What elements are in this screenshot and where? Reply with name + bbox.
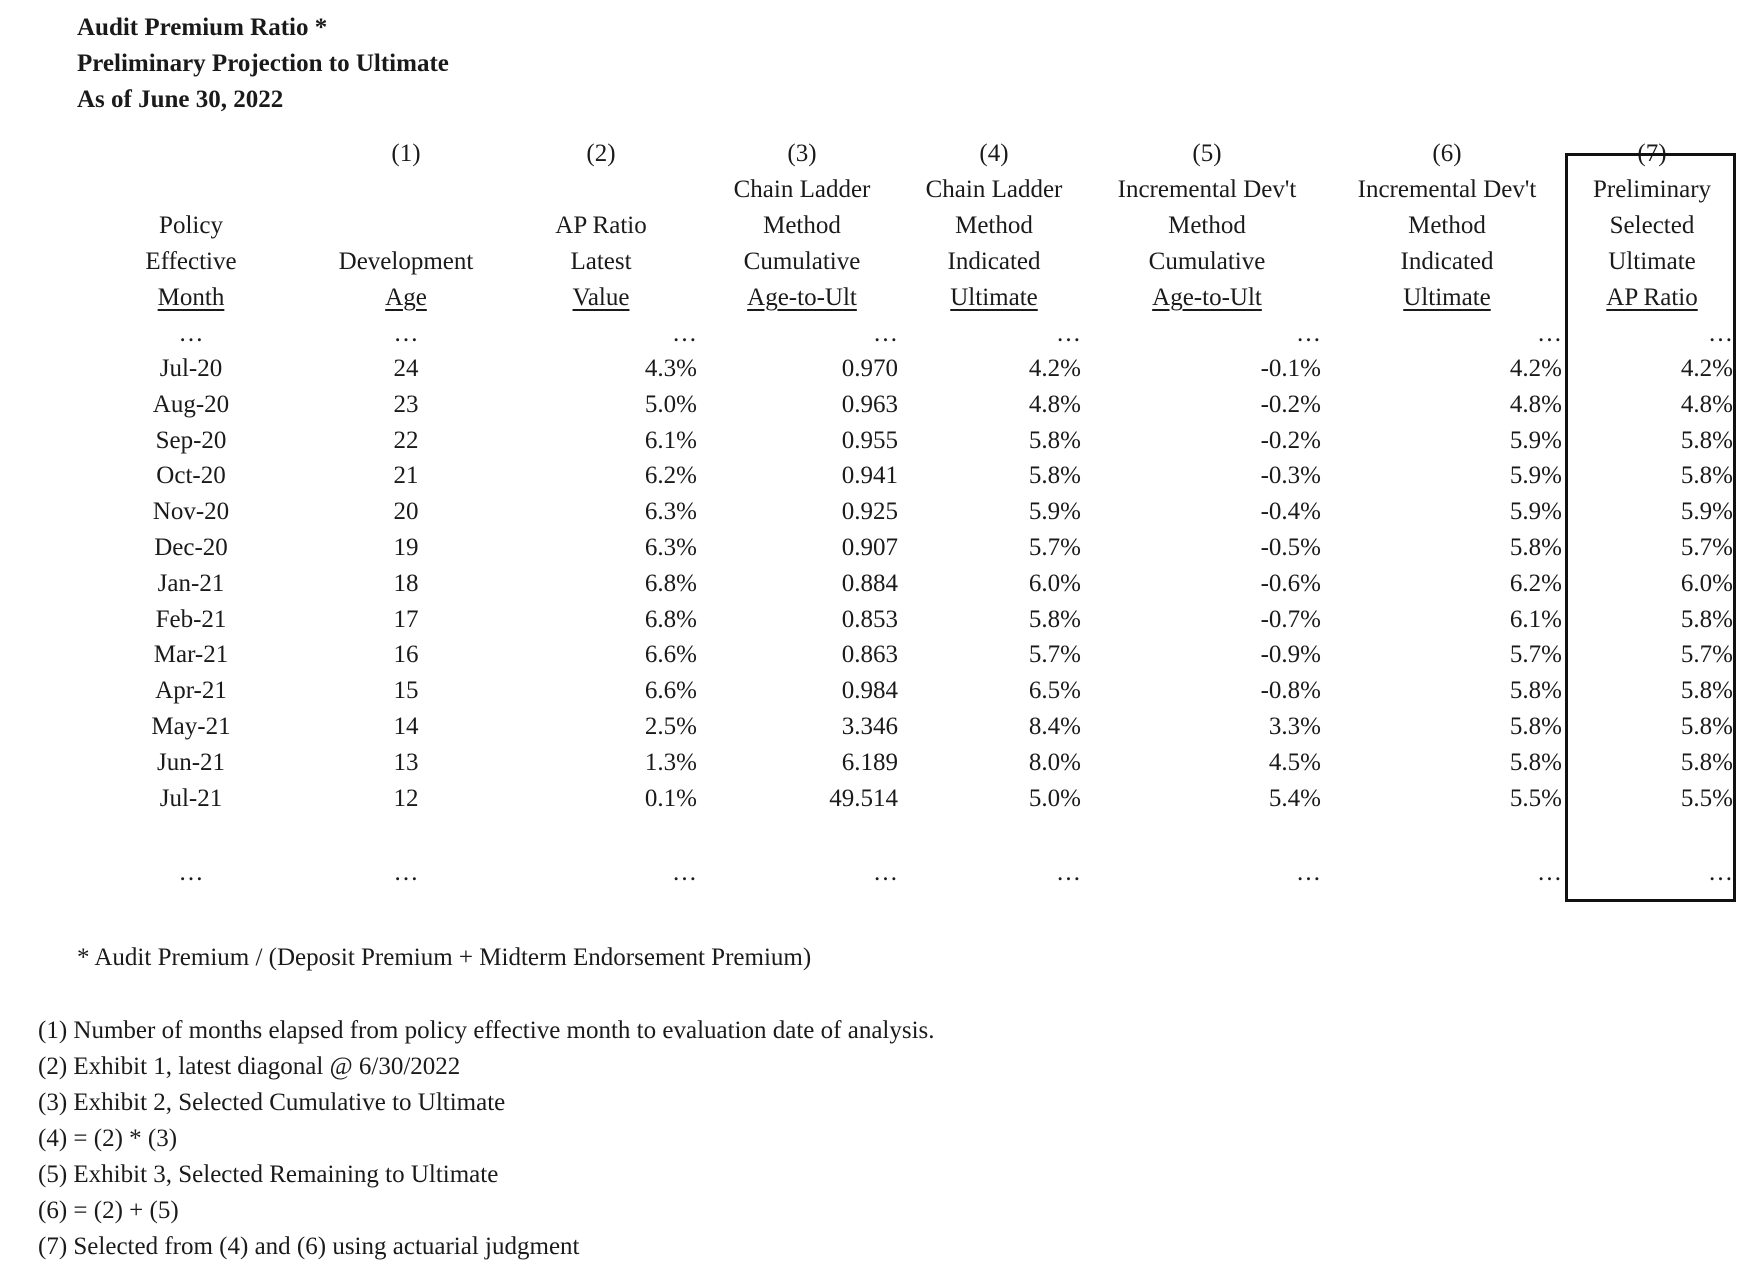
table-cell-r1-c5: -0.2% [1260, 390, 1321, 418]
col-5-header-h4: Age-to-Ult [1152, 284, 1262, 311]
table-cell-r0-c3: 0.970 [841, 355, 898, 382]
table-cell-r8-c3: 0.863 [841, 641, 898, 669]
col-7-header-h4: AP Ratio [1606, 284, 1698, 311]
table-cell-r10-c5: 3.3% [1268, 713, 1321, 740]
table-cell-r7-c7: 5.8% [1680, 605, 1733, 633]
table-cell-r4-c7: 5.9% [1680, 498, 1733, 526]
table-cell-r3-c3: 0.941 [841, 462, 898, 490]
table-cell-r2-c7: 5.8% [1680, 426, 1733, 454]
table-cell-r2-c2: 6.1% [644, 426, 697, 454]
table-cell-r8-c5: -0.9% [1260, 641, 1321, 669]
title-line-2: Preliminary Projection to Ultimate [77, 50, 449, 77]
table-cell-r6-c6: 6.2% [1509, 569, 1562, 597]
table-cell-r1-c4: 4.8% [1028, 390, 1081, 418]
bottom-ellipsis-col-2: … [672, 859, 697, 886]
table-cell-r7-c3: 0.853 [841, 605, 898, 633]
bottom-ellipsis-col-1: … [393, 859, 419, 886]
col-7-header-h3: Ultimate [1608, 248, 1696, 275]
top-ellipsis-col-7: … [1708, 320, 1733, 347]
col-5-header-num: (5) [1192, 140, 1222, 167]
table-cell-r11-c0: Jun-21 [156, 748, 226, 776]
top-ellipsis-col-0: … [178, 320, 204, 347]
col-2-header-h3: Latest [570, 248, 632, 275]
table-cell-r6-c3: 0.884 [841, 569, 898, 597]
table-cell-r5-c3: 0.907 [841, 534, 898, 561]
table-cell-r0-c1: 24 [393, 355, 419, 382]
ratio-definition-footnote: * Audit Premium / (Deposit Premium + Midterm Endorsement Premium) [77, 944, 812, 971]
table-cell-r4-c6: 5.9% [1509, 498, 1562, 526]
note-7: (7) Selected from (4) and (6) using actuarial judgment [38, 1233, 580, 1260]
table-cell-r9-c6: 5.8% [1509, 677, 1562, 705]
table-cell-r4-c5: -0.4% [1260, 498, 1321, 526]
col-7-header-h1: Preliminary [1592, 176, 1712, 203]
table-cell-r2-c1: 22 [393, 426, 419, 454]
table-cell-r3-c5: -0.3% [1260, 462, 1321, 490]
table-cell-r10-c6: 5.8% [1509, 713, 1562, 740]
top-ellipsis-col-1: … [393, 320, 419, 347]
col-0-header-h3: Effective [145, 248, 237, 275]
top-ellipsis-col-6: … [1537, 320, 1562, 347]
col-7-header-num: (7) [1637, 140, 1667, 167]
table-cell-r10-c2: 2.5% [644, 713, 697, 740]
exhibit-title [77, 10, 449, 118]
top-ellipsis-col-3: … [873, 320, 898, 347]
title-line-1: Audit Premium Ratio * [77, 14, 328, 41]
col-3-header-h2: Method [763, 212, 841, 239]
table-cell-r12-c2: 0.1% [644, 784, 697, 812]
table-cell-r9-c0: Apr-21 [155, 677, 227, 705]
table-cell-r6-c0: Jan-21 [157, 569, 225, 597]
col-6-header-h2: Method [1408, 212, 1486, 239]
table-cell-r11-c1: 13 [393, 748, 419, 776]
note-4: (4) = (2) * (3) [38, 1125, 178, 1152]
table-cell-r7-c5: -0.7% [1260, 605, 1321, 633]
table-cell-r5-c7: 5.7% [1680, 534, 1733, 561]
top-ellipsis-col-5: … [1296, 320, 1321, 347]
table-cell-r3-c1: 21 [393, 462, 419, 490]
table-cell-r2-c6: 5.9% [1509, 426, 1562, 454]
table-cell-r1-c0: Aug-20 [152, 390, 230, 418]
col-2-header-h2: AP Ratio [555, 212, 647, 239]
table-cell-r7-c2: 6.8% [644, 605, 697, 633]
table-cell-r7-c1: 17 [393, 605, 419, 633]
table-cell-r2-c3: 0.955 [841, 426, 898, 454]
col-4-header-h2: Method [955, 212, 1033, 239]
col-2-header-num: (2) [586, 140, 616, 167]
table-cell-r8-c2: 6.6% [644, 641, 697, 669]
table-cell-r12-c1: 12 [393, 784, 419, 812]
table-cell-r11-c5: 4.5% [1268, 748, 1321, 776]
col-2-header-h4: Value [572, 284, 630, 311]
table-cell-r5-c5: -0.5% [1260, 534, 1321, 561]
table-cell-r9-c5: -0.8% [1260, 677, 1321, 705]
table-cell-r11-c6: 5.8% [1509, 748, 1562, 776]
table-cell-r1-c6: 4.8% [1509, 390, 1562, 418]
col-5-header-h2: Method [1168, 212, 1246, 239]
table-cell-r4-c1: 20 [393, 498, 419, 526]
table-cell-r4-c2: 6.3% [644, 498, 697, 526]
table-cell-r10-c7: 5.8% [1680, 713, 1733, 740]
table-cell-r11-c2: 1.3% [644, 748, 697, 776]
table-cell-r6-c7: 6.0% [1680, 569, 1733, 597]
table-cell-r4-c3: 0.925 [841, 498, 898, 526]
table-cell-r6-c2: 6.8% [644, 569, 697, 597]
bottom-ellipsis-col-7: … [1708, 859, 1733, 886]
table-cell-r0-c4: 4.2% [1028, 355, 1081, 382]
col-1-header-num: (1) [391, 140, 421, 167]
table-cell-r12-c4: 5.0% [1028, 784, 1081, 812]
table-cell-r7-c0: Feb-21 [155, 605, 227, 633]
table-cell-r6-c5: -0.6% [1260, 569, 1321, 597]
col-1-header-h4: Age [385, 284, 427, 311]
table-cell-r12-c3: 49.514 [829, 784, 898, 812]
top-ellipsis-col-2: … [672, 320, 697, 347]
table-cell-r6-c1: 18 [393, 569, 419, 597]
table-cell-r8-c0: Mar-21 [153, 641, 229, 669]
col-5-header-h3: Cumulative [1148, 248, 1266, 275]
table-cell-r2-c4: 5.8% [1028, 426, 1081, 454]
table-cell-r0-c7: 4.2% [1680, 355, 1733, 382]
table-cell-r1-c1: 23 [393, 390, 419, 418]
table-cell-r2-c0: Sep-20 [155, 426, 227, 454]
col-3-header-num: (3) [787, 140, 817, 167]
table-cell-r1-c2: 5.0% [644, 390, 697, 418]
table-cell-r5-c4: 5.7% [1028, 534, 1081, 561]
table-cell-r12-c6: 5.5% [1509, 784, 1562, 812]
table-cell-r3-c0: Oct-20 [156, 462, 226, 490]
table-cell-r6-c4: 6.0% [1028, 569, 1081, 597]
bottom-ellipsis-col-6: … [1537, 859, 1562, 886]
col-4-header-num: (4) [979, 140, 1009, 167]
table-cell-r8-c6: 5.7% [1509, 641, 1562, 669]
col-0-header-h4: Month [157, 284, 225, 311]
col-6-header-h3: Indicated [1400, 248, 1494, 275]
table-cell-r8-c4: 5.7% [1028, 641, 1081, 669]
bottom-ellipsis-col-3: … [873, 859, 898, 886]
table-cell-r1-c7: 4.8% [1680, 390, 1733, 418]
table-cell-r3-c4: 5.8% [1028, 462, 1081, 490]
col-3-header-h3: Cumulative [743, 248, 861, 275]
selected-column-highlight-box [1565, 153, 1736, 902]
table-cell-r5-c2: 6.3% [644, 534, 697, 561]
table-cell-r8-c7: 5.7% [1680, 641, 1733, 669]
table-cell-r5-c1: 19 [393, 534, 419, 561]
table-cell-r8-c1: 16 [393, 641, 419, 669]
table-cell-r12-c0: Jul-21 [159, 784, 223, 812]
col-3-header-h1: Chain Ladder [733, 176, 871, 203]
bottom-ellipsis-col-4: … [1056, 859, 1081, 886]
note-6: (6) = (2) + (5) [38, 1197, 179, 1224]
table-cell-r12-c5: 5.4% [1268, 784, 1321, 812]
table-cell-r9-c7: 5.8% [1680, 677, 1733, 705]
top-ellipsis-col-4: … [1056, 320, 1081, 347]
table-cell-r9-c1: 15 [393, 677, 419, 705]
table-cell-r10-c1: 14 [393, 713, 419, 740]
table-cell-r9-c4: 6.5% [1028, 677, 1081, 705]
table-cell-r0-c0: Jul-20 [159, 355, 223, 382]
table-cell-r9-c3: 0.984 [841, 677, 898, 705]
table-cell-r5-c6: 5.8% [1509, 534, 1562, 561]
note-2: (2) Exhibit 1, latest diagonal @ 6/30/2022 [38, 1053, 461, 1080]
col-6-header-num: (6) [1432, 140, 1462, 167]
table-cell-r9-c2: 6.6% [644, 677, 697, 705]
bottom-ellipsis-col-0: … [178, 859, 204, 886]
table-cell-r3-c7: 5.8% [1680, 462, 1733, 490]
col-6-header-h4: Ultimate [1403, 284, 1491, 311]
col-7-header-h2: Selected [1609, 212, 1695, 239]
table-cell-r7-c4: 5.8% [1028, 605, 1081, 633]
table-cell-r3-c2: 6.2% [644, 462, 697, 490]
col-0-header-h2: Policy [159, 212, 223, 239]
table-cell-r0-c2: 4.3% [644, 355, 697, 382]
table-cell-r10-c3: 3.346 [841, 713, 898, 740]
table-cell-r11-c7: 5.8% [1680, 748, 1733, 776]
col-3-header-h4: Age-to-Ult [747, 284, 857, 311]
note-3: (3) Exhibit 2, Selected Cumulative to Ultimate [38, 1089, 506, 1116]
table-cell-r4-c0: Nov-20 [152, 498, 230, 526]
table-cell-r2-c5: -0.2% [1260, 426, 1321, 454]
col-6-header-h1: Incremental Dev't [1357, 176, 1537, 203]
column-notes [38, 1013, 935, 1265]
table-cell-r12-c7: 5.5% [1680, 784, 1733, 812]
table-cell-r10-c4: 8.4% [1028, 713, 1081, 740]
table-cell-r11-c3: 6.189 [841, 748, 898, 776]
table-cell-r11-c4: 8.0% [1028, 748, 1081, 776]
col-4-header-h4: Ultimate [950, 284, 1038, 311]
note-1: (1) Number of months elapsed from policy effective month to evaluation date of analysis. [38, 1017, 935, 1044]
table-cell-r10-c0: May-21 [151, 713, 231, 740]
table-cell-r5-c0: Dec-20 [154, 534, 228, 561]
table-cell-r0-c5: -0.1% [1260, 355, 1321, 382]
table-cell-r7-c6: 6.1% [1509, 605, 1562, 633]
col-5-header-h1: Incremental Dev't [1117, 176, 1297, 203]
col-1-header-h3: Development [338, 248, 474, 275]
table-cell-r3-c6: 5.9% [1509, 462, 1562, 490]
bottom-ellipsis-col-5: … [1296, 859, 1321, 886]
col-4-header-h3: Indicated [947, 248, 1041, 275]
table-cell-r4-c4: 5.9% [1028, 498, 1081, 526]
title-line-3: As of June 30, 2022 [77, 86, 284, 113]
table-cell-r1-c3: 0.963 [841, 390, 898, 418]
note-5: (5) Exhibit 3, Selected Remaining to Ultimate [38, 1161, 499, 1188]
col-4-header-h1: Chain Ladder [925, 176, 1063, 203]
table-cell-r0-c6: 4.2% [1509, 355, 1562, 382]
